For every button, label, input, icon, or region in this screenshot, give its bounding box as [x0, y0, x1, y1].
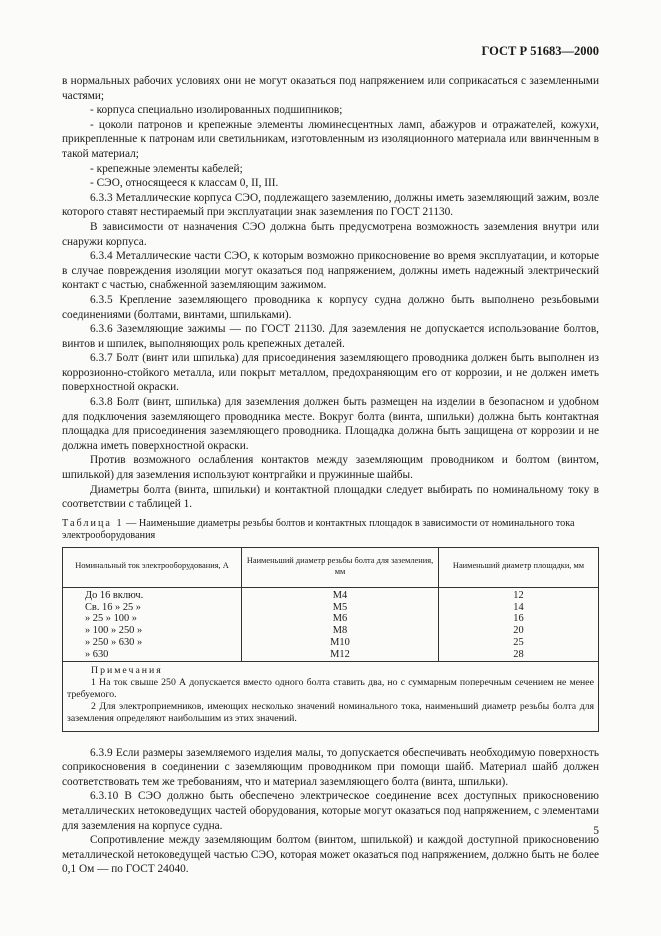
document-code: ГОСТ Р 51683—2000 — [481, 44, 599, 58]
header-nominal-current: Номинальный ток электрооборудования, А — [63, 547, 242, 587]
note-item: 1 На ток свыше 250 А допускается вместо одного болта ставить два, но с суммарным поперечным сечением не менее требуемого. — [67, 676, 594, 700]
top-paragraphs — [62, 74, 599, 512]
cell-pad: 28 — [439, 649, 599, 661]
cell-bolt: М8 — [242, 625, 439, 637]
top-paragraph: В зависимости от назначения СЭО должна быть предусмотрена возможность заземления внутри или снаружи корпуса. — [62, 220, 599, 248]
bottom-paragraph: Сопротивление между заземляющим болтом (винтом, шпилькой) и каждой доступной прикосновению металлической нетоковедущей частью СЭО, которая может оказаться под напряжением, должно быть не более 0,1 Ом — по ГОСТ 24040. — [62, 834, 599, 876]
header-pad-diameter: Наименьший диаметр площадки, мм — [439, 547, 599, 587]
table-row — [63, 613, 599, 625]
cell-current: » 630 — [63, 649, 242, 661]
cell-current: До 16 включ. — [63, 587, 242, 601]
top-paragraph: - крепежные элементы кабелей; — [90, 162, 243, 175]
cell-current: » 100 » 250 » — [63, 625, 242, 637]
bottom-paragraph: 6.3.9 Если размеры заземляемого изделия малы, то допускается обеспечивать необходимую поверхность соприкосновения в соединении с заземляющим проводником при помощи шайб. Материал шайб должен соответствовать тем же требованиям, что и материал заземляющего болта (винта, шпильки). — [62, 746, 599, 788]
table-row — [63, 587, 599, 601]
table-row — [63, 625, 599, 637]
cell-current: » 25 » 100 » — [63, 613, 242, 625]
table-1 — [62, 547, 599, 732]
cell-bolt: М10 — [242, 637, 439, 649]
cell-pad: 25 — [439, 637, 599, 649]
top-paragraph: - цоколи патронов и крепежные элементы люминесцентных ламп, абажуров и отражателей, кожухи, прикрепленные к патронам или светильникам, изготовленным из изоляционного материала или ввинченным в такой материал; — [62, 118, 599, 160]
table-row — [63, 649, 599, 661]
top-paragraph: Против возможного ослабления контактов между заземляющим проводником и болтом (винтом, шпилькой) для заземления используют контргайки и пружинные шайбы. — [62, 454, 599, 482]
top-paragraph: 6.3.6 Заземляющие зажимы — по ГОСТ 21130. Для заземления не допускается использование болтов, винтов и шпилек, выполняющих роль крепежных деталей. — [62, 323, 599, 350]
cell-pad: 12 — [439, 587, 599, 601]
top-paragraph: - СЭО, относящееся к классам 0, II, III. — [90, 177, 279, 190]
top-paragraph: 6.3.5 Крепление заземляющего проводника к корпусу судна должно быть выполнено резьбовыми соединениями (болтами, винтами, шпильками). — [62, 293, 599, 321]
cell-current: Св. 16 » 25 » — [63, 602, 242, 614]
top-paragraph: 6.3.4 Металлические части СЭО, к которым возможно прикосновение во время эксплуатации, и которые в случае повреждения изоляции могут оказаться под напряжением, должны иметь надежный электрический контакт с частью, снабженной заземляющим зажимом. — [62, 250, 599, 292]
table-row — [63, 602, 599, 614]
table-body — [63, 587, 599, 731]
cell-pad: 14 — [439, 602, 599, 614]
table-notes-row — [63, 661, 599, 731]
page-body — [62, 74, 599, 877]
bottom-paragraph: 6.3.10 В СЭО должно быть обеспечено электрическое соединение всех доступных прикосновению металлических нетоковедущих частей оборудования, которые могут оказаться под напряжением, с элементами для заземления на корпусе судна. — [62, 790, 599, 832]
table-caption — [62, 518, 599, 543]
table-row — [63, 637, 599, 649]
page-number: 5 — [593, 825, 599, 837]
cell-bolt: М4 — [242, 587, 439, 601]
top-paragraph: Диаметры болта (винта, шпильки) и контактной площадки следует выбирать по номинальному току в соответствии с таблицей 1. — [62, 483, 599, 511]
bottom-paragraphs — [62, 746, 599, 877]
top-paragraph: - корпуса специально изолированных подшипников; — [90, 104, 343, 117]
cell-bolt: М5 — [242, 602, 439, 614]
note-item: 2 Для электроприемников, имеющих несколько значений номинального тока, наименьший диаметр резьбы болта для заземления определяют наибольшим из этих значений. — [67, 701, 594, 725]
top-paragraph: в нормальных рабочих условиях они не могут оказаться под напряжением или соприкасаться с заземленными частями; — [62, 75, 599, 102]
notes-title: Примечания — [91, 664, 163, 676]
cell-current: » 250 » 630 » — [63, 637, 242, 649]
top-paragraph: 6.3.8 Болт (винт, шпилька) для заземления должен быть размещен на изделии в безопасном и удобном для подключения заземляющего проводника месте. Вокруг болта (винта, шпильки) должна быть контактная площадка для присоединения заземляющего проводника. Площадка должна быть защищена от коррозии и не должна иметь поверхностной окраски. — [62, 396, 599, 452]
cell-bolt: М12 — [242, 649, 439, 661]
table-caption-prefix: Таблица 1 — [62, 517, 124, 529]
table-caption-text: — Наименьшие диаметры резьбы болтов и контактных площадок в зависимости от номинального тока электрооборудования — [62, 517, 575, 542]
header-bolt-diameter: Наименьший диаметр резьбы болта для заземления, мм — [242, 547, 439, 587]
table-notes — [63, 661, 599, 731]
top-paragraph: 6.3.3 Металлические корпуса СЭО, подлежащего заземлению, должны иметь заземляющий зажим, возле которого ставят нестираемый при эксплуатации знак заземления по ГОСТ 21130. — [62, 191, 599, 219]
cell-pad: 16 — [439, 613, 599, 625]
top-paragraph: 6.3.7 Болт (винт или шпилька) для присоединения заземляющего проводника должен быть выполнен из коррозионно-стойкого металла, или покрыт металлом, предохраняющим его от коррозии, и не должен иметь поверхностной окраски. — [62, 352, 599, 394]
cell-pad: 20 — [439, 625, 599, 637]
table-header-row — [63, 547, 599, 587]
cell-bolt: М6 — [242, 613, 439, 625]
